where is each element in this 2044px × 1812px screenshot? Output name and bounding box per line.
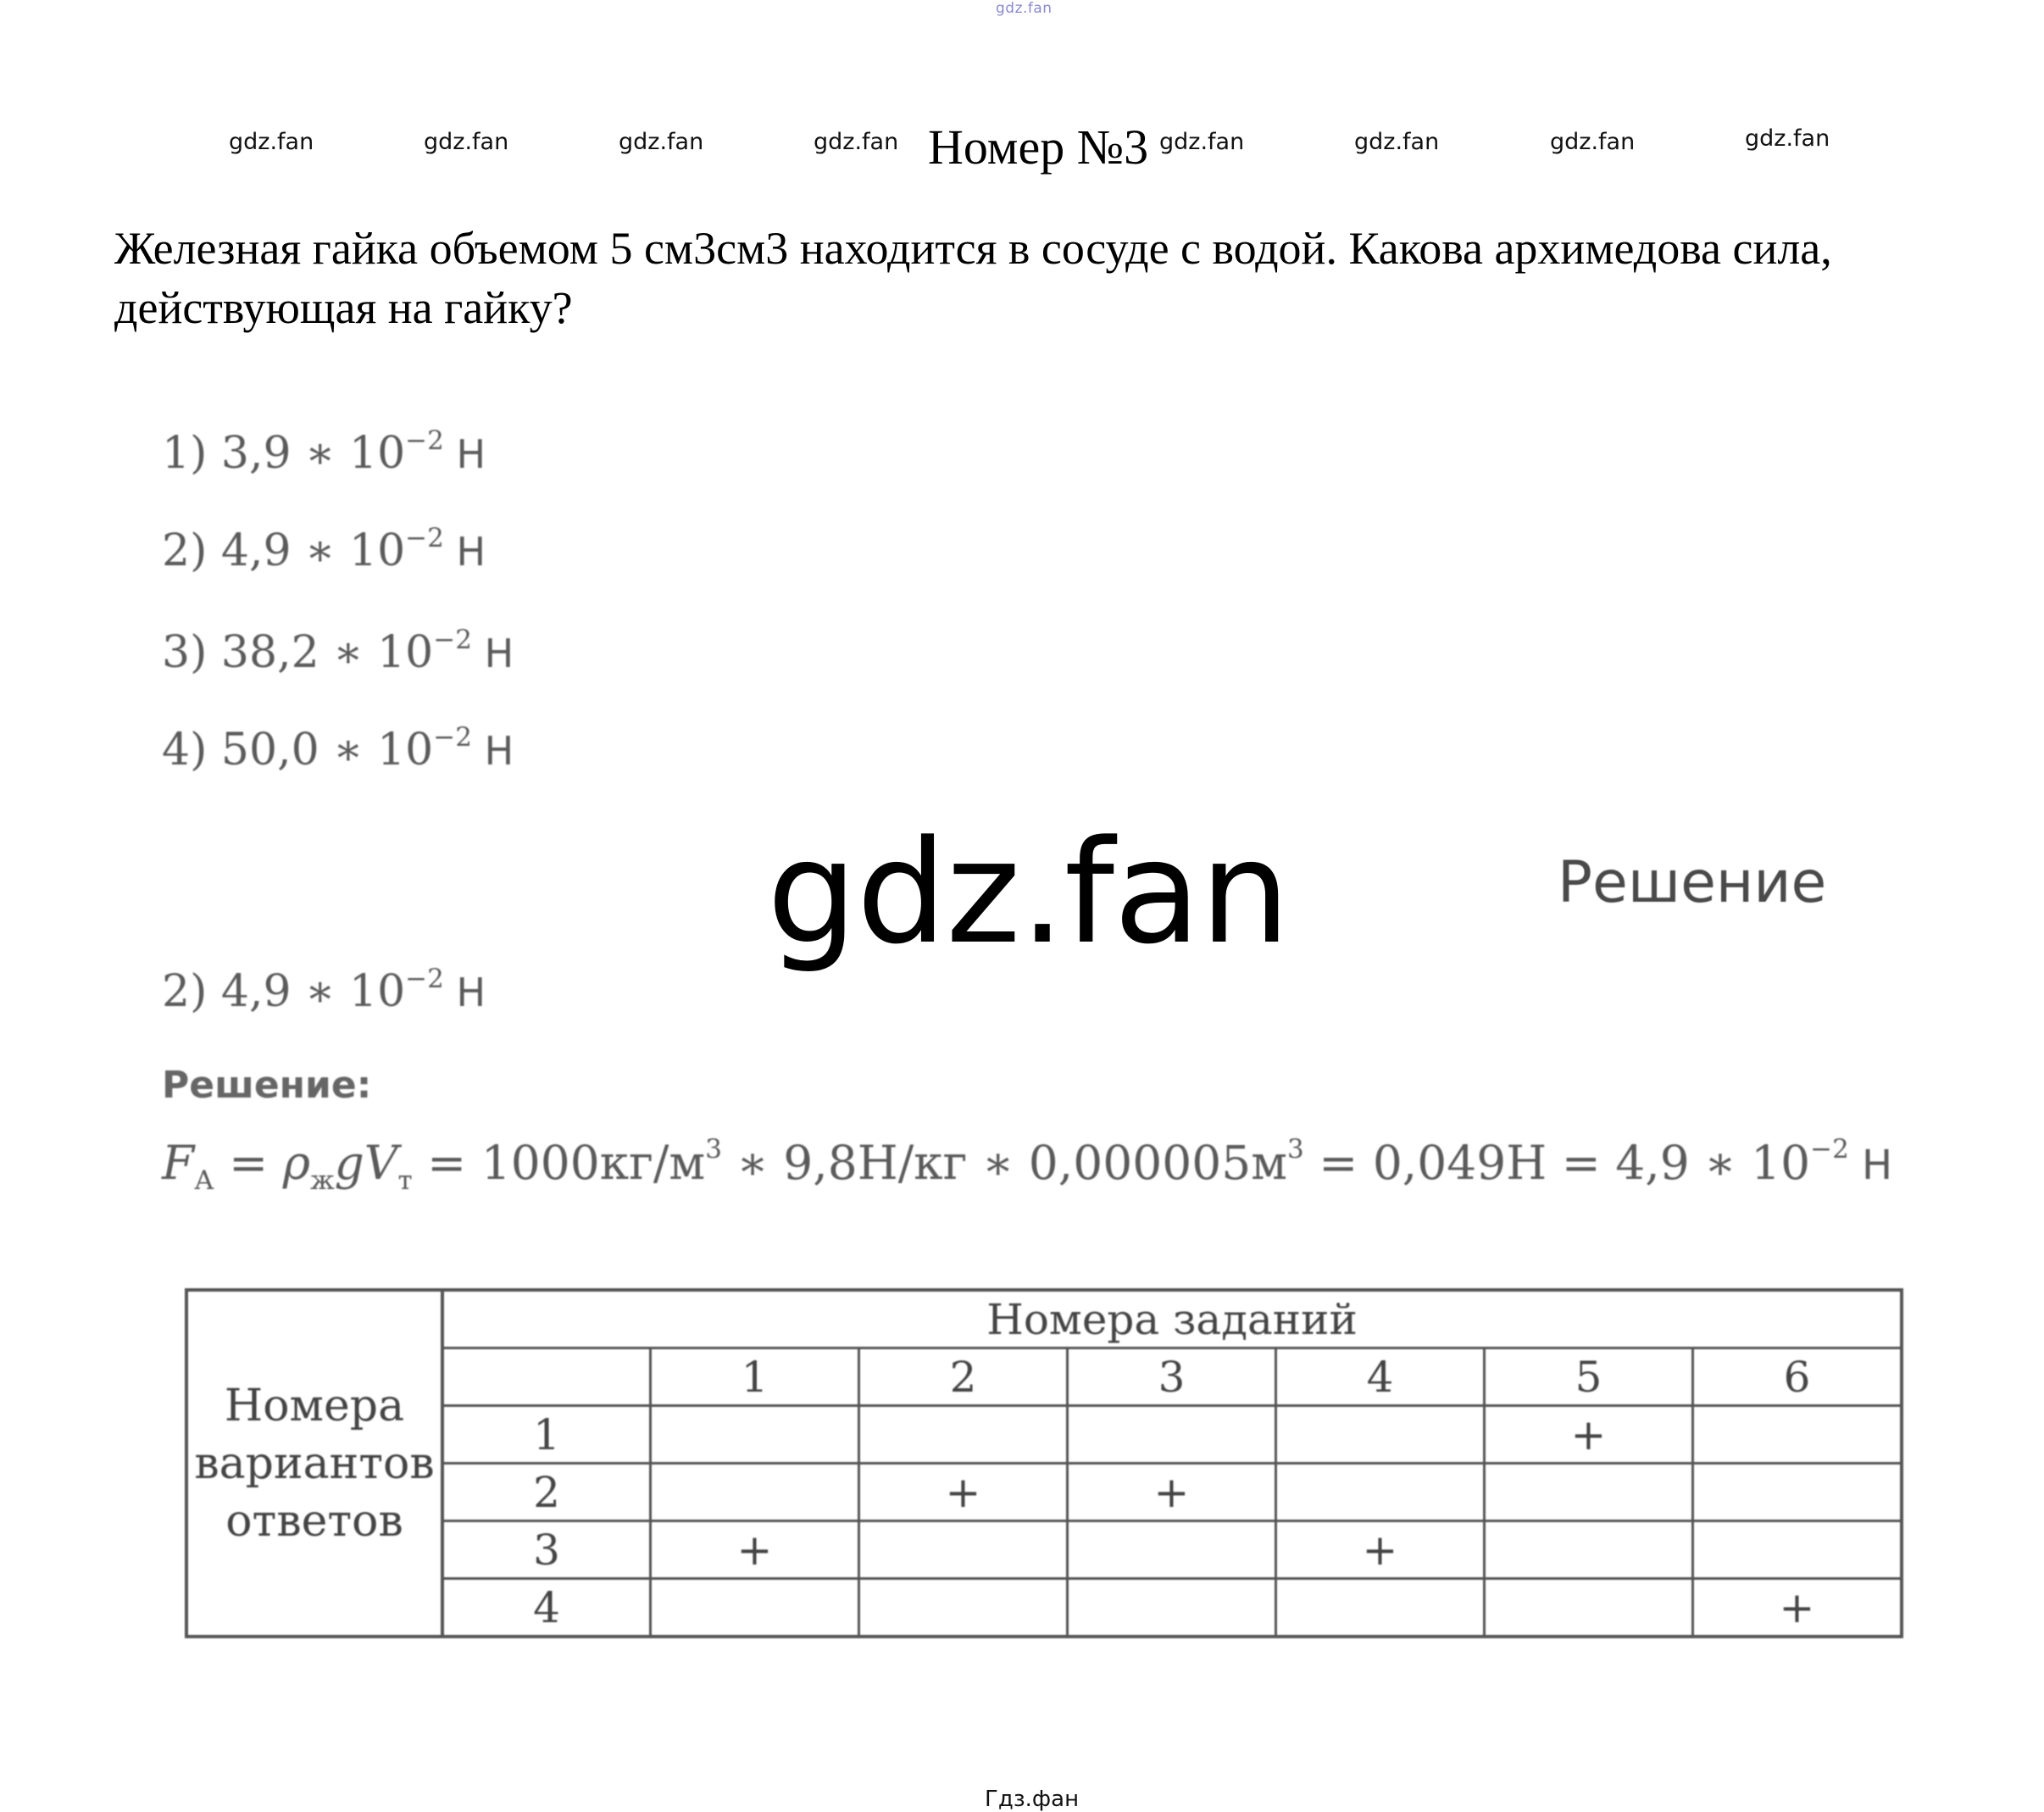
answer-option (162, 425, 486, 479)
table-cell (1068, 1579, 1276, 1637)
table-header-cell: 2 (859, 1348, 1068, 1406)
table-row (186, 1579, 1902, 1637)
formula-text: = 0,049Н = 4,9 ∗ 10 (1303, 1136, 1811, 1190)
table-header-cell: 6 (1693, 1348, 1902, 1406)
table-cell (1693, 1406, 1902, 1464)
option-exponent: −2 (433, 721, 472, 753)
row-group-header: Номера вариантов ответов (186, 1290, 442, 1637)
watermark-text: gdz.fan (1159, 129, 1245, 155)
row-label: 2 (442, 1464, 651, 1521)
table-cell (1276, 1579, 1485, 1637)
answer-value: 2) 4,9 ∗ 10 (162, 966, 406, 1017)
option-unit: Н (471, 631, 514, 676)
table-cell (1485, 1464, 1693, 1521)
table-cell (859, 1521, 1068, 1579)
table-header-cell: 5 (1485, 1348, 1693, 1406)
option-unit: Н (443, 431, 486, 477)
watermark-text: gdz.fan (814, 129, 899, 155)
large-watermark: gdz.fan (767, 809, 1290, 975)
formula-exponent: −2 (1810, 1133, 1849, 1164)
formula-symbol: F (162, 1136, 195, 1190)
table-header-cell: 3 (1068, 1348, 1276, 1406)
option-value: 4) 50,0 ∗ 10 (162, 725, 434, 775)
table-cell (1485, 1579, 1693, 1637)
table-cell: + (1485, 1406, 1693, 1464)
answer-grid (185, 1288, 1903, 1638)
table-cell (859, 1406, 1068, 1464)
answer-table (185, 1288, 1903, 1638)
option-exponent: −2 (433, 624, 472, 655)
selected-answer (162, 963, 486, 1017)
solution-formula (162, 1133, 1893, 1196)
row-label: 1 (442, 1406, 651, 1464)
table-row (186, 1406, 1902, 1464)
option-value: 2) 4,9 ∗ 10 (162, 525, 406, 576)
watermark-text: gdz.fan (424, 129, 509, 155)
formula-exponent: 3 (1287, 1133, 1304, 1164)
table-cell: + (1693, 1579, 1902, 1637)
solution-link[interactable]: Решение (1558, 849, 1827, 916)
formula-exponent: 3 (705, 1133, 722, 1164)
formula-text: = (214, 1136, 283, 1190)
table-cell: + (859, 1464, 1068, 1521)
row-label: 4 (442, 1579, 651, 1637)
formula-text: = 1000кг/м (412, 1136, 706, 1190)
table-cell (651, 1406, 859, 1464)
table-cell (1693, 1521, 1902, 1579)
option-unit: Н (443, 529, 486, 575)
answer-exponent: −2 (405, 963, 444, 994)
table-row (186, 1521, 1902, 1579)
question-text: Железная гайка объемом 5 см3см3 находится в сосуде с водой. Какова архимедова сила, действующая на гайку? (114, 223, 1832, 333)
option-exponent: −2 (405, 522, 444, 553)
page-title: Номер №3 (928, 120, 1149, 175)
formula-subscript: А (194, 1165, 214, 1196)
table-cell (1693, 1464, 1902, 1521)
footer-watermark: Гдз.фан (985, 1787, 1080, 1812)
option-exponent: −2 (405, 425, 444, 456)
table-cell (651, 1464, 859, 1521)
answer-option (162, 522, 486, 576)
table-cell (1485, 1521, 1693, 1579)
table-header-cell (442, 1348, 651, 1406)
watermark-text: gdz.fan (229, 129, 314, 155)
formula-symbol: ρ (282, 1136, 311, 1190)
table-cell (1276, 1464, 1485, 1521)
watermark-text: gdz.fan (619, 129, 704, 155)
table-cell: + (1068, 1464, 1276, 1521)
table-cell (1276, 1406, 1485, 1464)
top-watermark: gdz.fan (996, 0, 1053, 17)
table-cell (651, 1579, 859, 1637)
table-header-cell: 1 (651, 1348, 859, 1406)
solution-label: Решение: (162, 1064, 372, 1107)
table-row (186, 1464, 1902, 1521)
watermark-text: gdz.fan (1354, 129, 1440, 155)
watermark-text: gdz.fan (1745, 125, 1830, 152)
option-value: 1) 3,9 ∗ 10 (162, 428, 406, 479)
option-unit: Н (471, 728, 514, 774)
table-header-cell: 4 (1276, 1348, 1485, 1406)
formula-subscript: ж (310, 1165, 335, 1196)
column-group-header: Номера заданий (442, 1290, 1902, 1348)
formula-symbol: gV (334, 1136, 398, 1190)
watermark-text: gdz.fan (1550, 129, 1636, 155)
table-cell: + (1276, 1521, 1485, 1579)
answer-option (162, 624, 514, 678)
table-cell (1068, 1406, 1276, 1464)
formula-subscript: т (397, 1165, 413, 1196)
table-cell (859, 1579, 1068, 1637)
table-cell: + (651, 1521, 859, 1579)
option-value: 3) 38,2 ∗ 10 (162, 627, 434, 678)
answer-unit: Н (443, 970, 486, 1015)
formula-unit: Н (1848, 1142, 1893, 1189)
formula-text: ∗ 9,8Н/кг ∗ 0,000005м (721, 1136, 1288, 1190)
table-cell (1068, 1521, 1276, 1579)
row-label: 3 (442, 1521, 651, 1579)
answer-option (162, 721, 514, 775)
